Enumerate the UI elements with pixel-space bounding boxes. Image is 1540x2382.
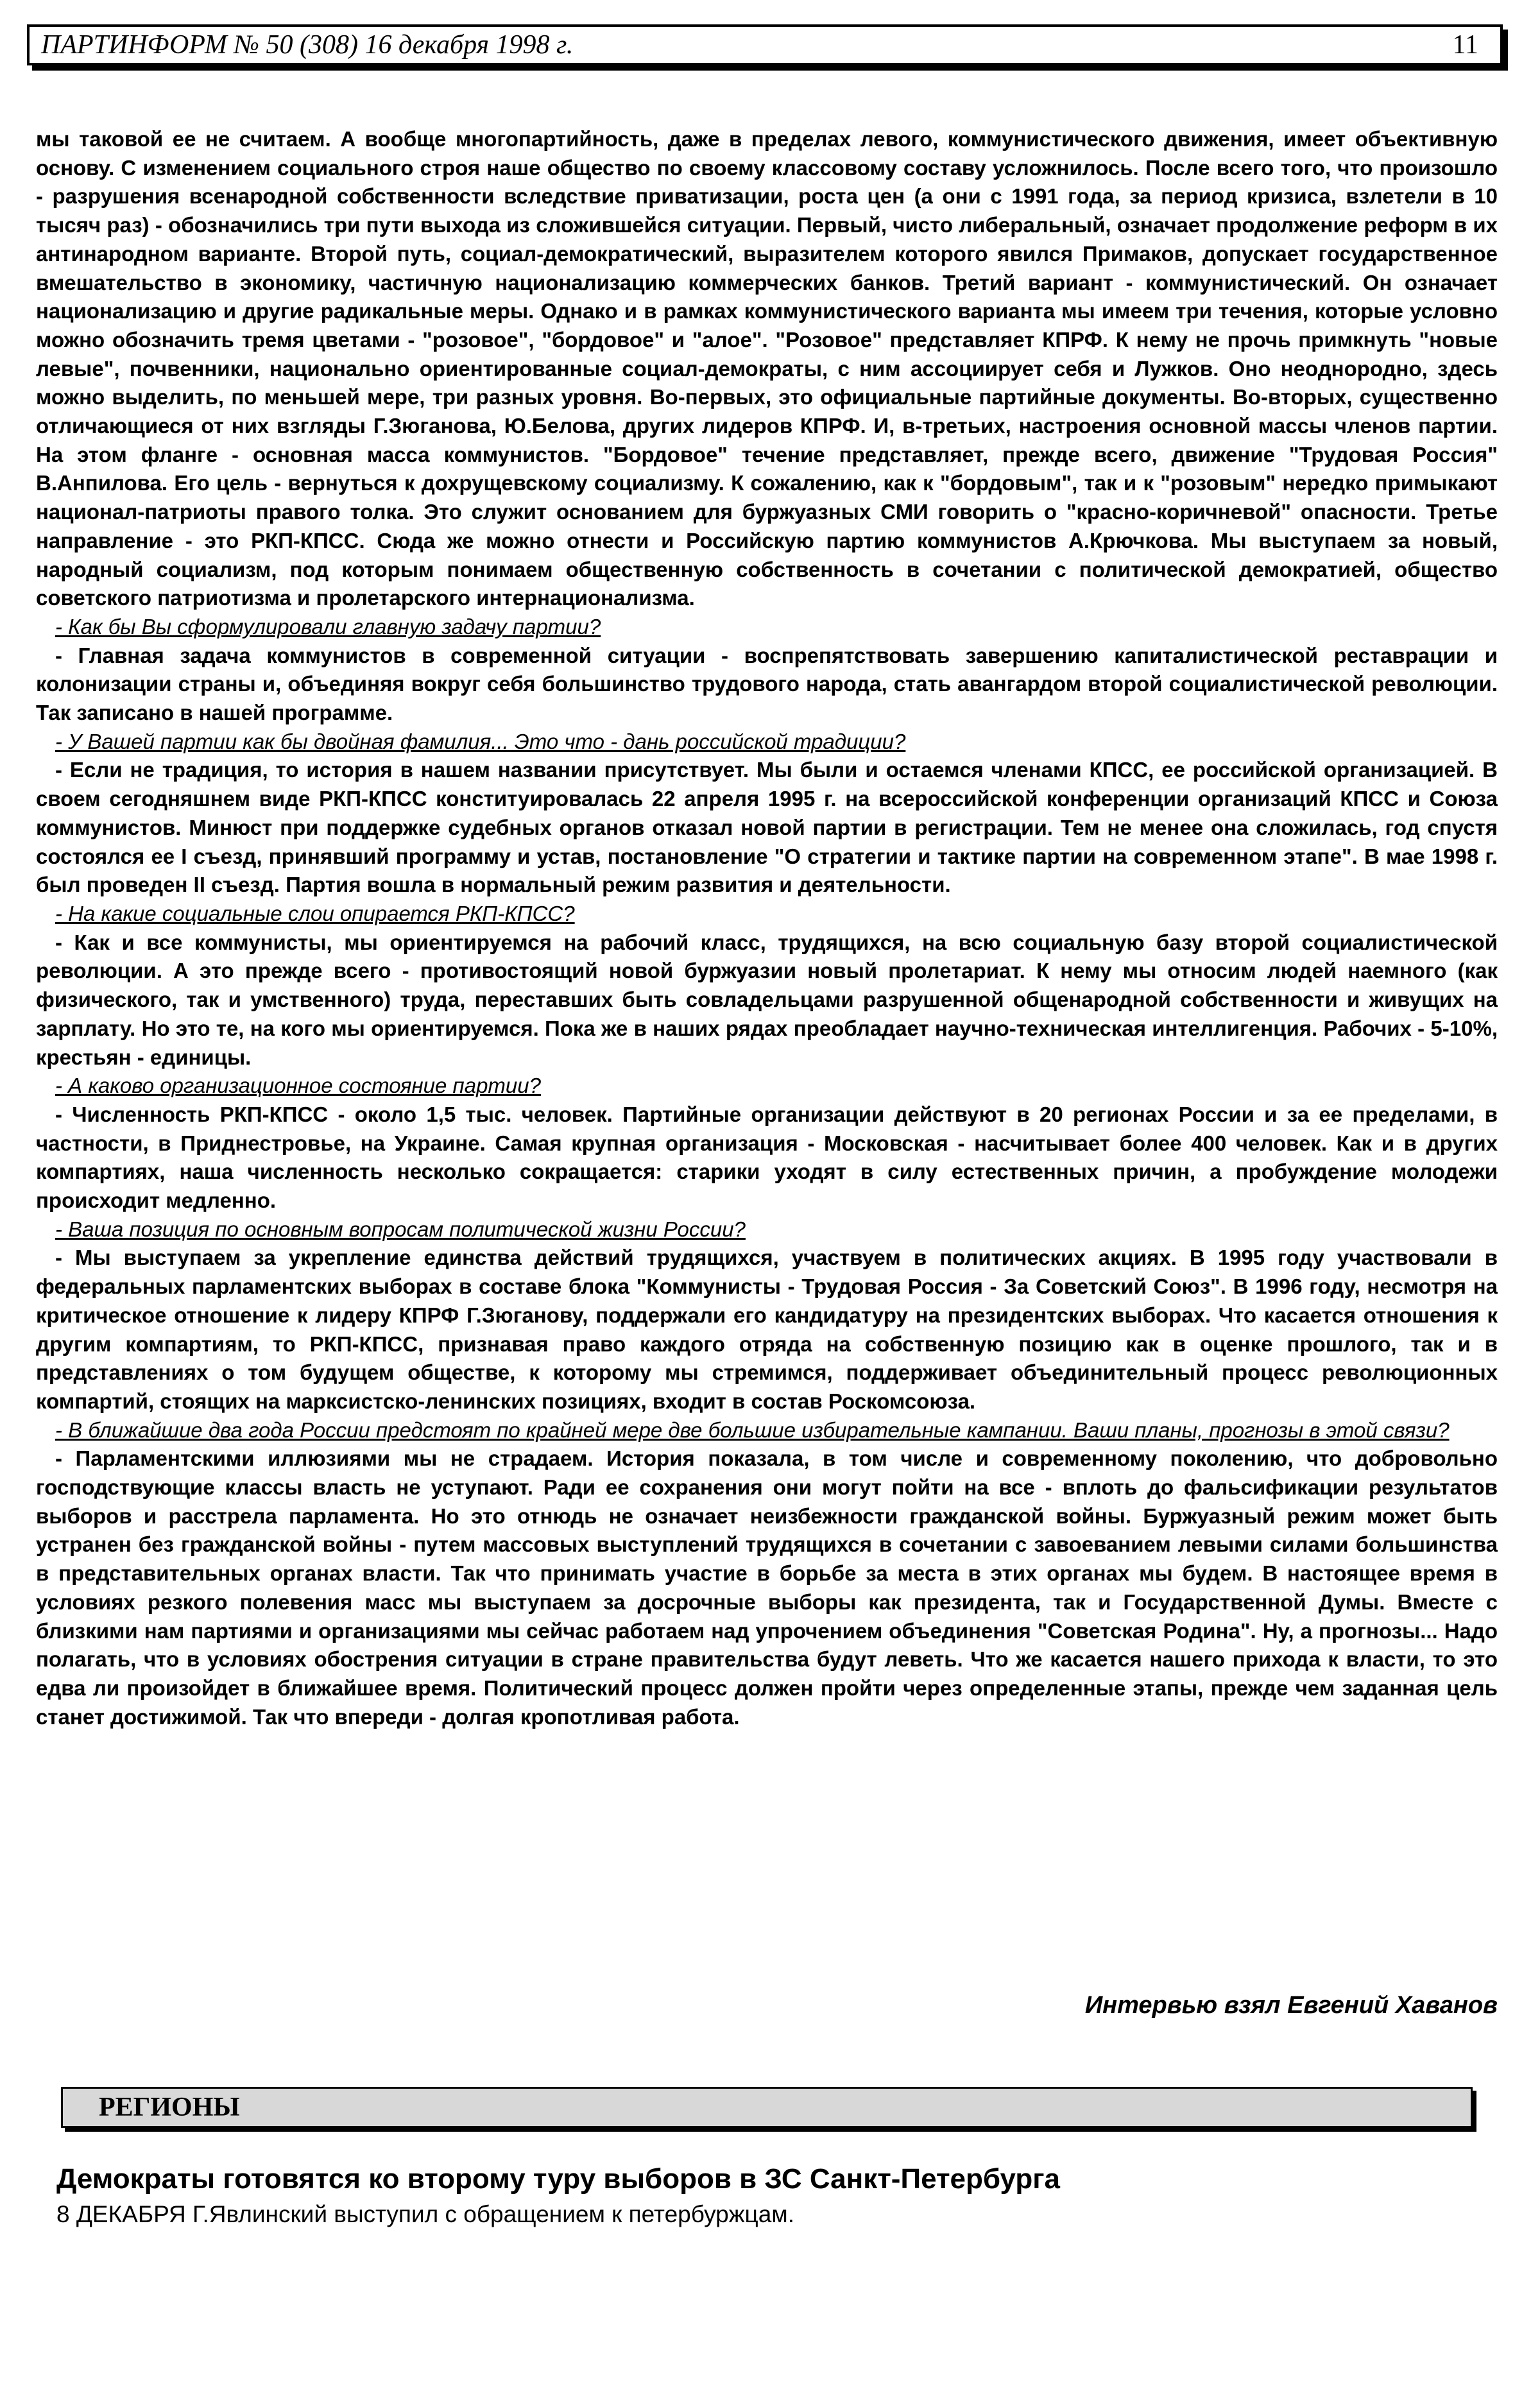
answer-double-name: - Если не традиция, то история в нашем названии присутствует. Мы были и остаемся членами КПСС, ее российской организацией. В своем сегодняшнем виде РКП-КПСС конституировалась 22 апреля 1995 г. на всероссийской конференции организаций КПСС и Союза коммунистов. Минюст при поддержке судебных органов отказал новой партии в регистрации. Тем не менее она сложилась, год спустя состоялся ее I съезд, принявший программу и устав, постановление "О стратегии и тактике партии на современном этапе". В мае 1998 г. был проведен II съезд. Партия вошла в нормальный режим развития и деятельности. <box>36 758 1498 897</box>
question-double-name: - У Вашей партии как бы двойная фамилия... Это что - дань российской традиции? <box>55 729 906 753</box>
page-number: 11 <box>1452 30 1478 60</box>
issue-title: ПАРТИНФОРМ № 50 (308) 16 декабря 1998 г. <box>41 30 574 60</box>
question-main-task: - Как бы Вы сформулировали главную задачу партии? <box>55 614 601 638</box>
paragraph-answer-intro: мы таковой ее не считаем. А вообще многопартийность, даже в пределах левого, коммунистического движения, имеет объективную основу. С изменением социального строя наше общество по своему классовому составу усложнилось. После всего того, что произошло - разрушения всенародной собственности вследствие приватизации, роста цен (а они с 1991 года, за период кризиса, взлетели в 10 тысяч раз) - обозначились три пути выхода из сложившейся ситуации. Первый, чисто либеральный, означает продолжение реформ в их антинародном варианте. Второй путь, социал-демократический, выразителем которого явился Примаков, допускает государственное вмешательство в экономику, частичную национализацию коммерческих банков. Третий вариант - коммунистический. Он означает национализацию и другие радикальные меры. Однако и в рамках коммунистического варианта мы имеем три течения, которые условно можно обозначить тремя цветами - "розовое", "бордовое" и "алое". "Розовое" представляет КПРФ. К нему не прочь примкнуть "новые левые", почвенники, национально ориентированные социал-демократы, с ним ассоциирует себя и Лужков. Оно неоднородно, здесь можно выделить, по меньшей мере, три разных уровня. Во-первых, это официальные партийные документы. Во-вторых, существенно отличающиеся от них взгляды Г.Зюганова, Ю.Белова, других лидеров КПРФ. И, в-третьих, настроения основной массы членов партии. На этом фланге - основная масса коммунистов. "Бордовое" течение представляет, прежде всего, движение "Трудовая Россия" В.Анпилова. Его цель - вернуться к дохрущевскому социализму. К сожалению, как к "бордовым", так и к "розовым" нередко примыкают национал-патриоты правого толка. Это служит основанием для буржуазных СМИ говорить о "красно-коричневой" опасности. Третье направление - это РКП-КПСС. Сюда же можно отнести и Российскую партию коммунистов А.Крючкова. Мы выступаем за новый, народный социализм, под которым понимаем общественную собственность в сочетании с политической демократией, общество советского патриотизма и пролетарского интернационализма. <box>36 127 1498 610</box>
next-article-lead: 8 ДЕКАБРЯ Г.Явлинский выступил с обращением к петербуржцам. <box>56 2201 794 2227</box>
answer-organization: - Численность РКП-КПСС - около 1,5 тыс. человек. Партийные организации действуют в 20 регионах России и за ее пределами, в частности, в Приднестровье, на Украине. Самая крупная организация - Московская - насчитывает более 400 человек. Как и в других компартиях, наша численность несколько сокращается: старики уходят в силу естественных причин, а пробуждение молодежи происходит медленно. <box>36 1102 1498 1213</box>
answer-elections: - Парламентскими иллюзиями мы не страдаем. История показала, в том числе и современному поколению, что добровольно господствующие классы власть не уступают. Ради ее сохранения они могут пойти на все - вплоть до фальсификации результатов выборов и расстрела парламента. Но это отнюдь не означает неизбежности гражданской войны. Буржуазный режим может быть устранен без гражданской войны - путем массовых выступлений трудящихся в сочетании с завоеванием левыми силами большинства в представительных органах власти. Так что принимать участие в борьбе за места в этих органах мы будем. В настоящее время в условиях резкого полевения масс мы выступаем за досрочные выборы как президента, так и Государственной Думы. Вместе с близкими нам партиями и организациями мы сейчас работаем над упрочением объединения "Советская Родина". Ну, а прогнозы... Надо полагать, что в условиях обострения ситуации в стране правительства будут леветь. Что же касается нашего прихода к власти, то это едва ли произойдет в ближайшее время. Политический процесс должен пройти через определенные этапы, прежде чем заданная цель станет достижимой. Так что впереди - долгая кропотливая работа. <box>36 1446 1498 1729</box>
interview-article <box>36 125 1498 1731</box>
interviewer-signature: Интервью взял Евгений Хаванов <box>1084 1992 1498 2019</box>
question-elections: - В ближайшие два года России предстоят по крайней мере две большие избирательные кампании. Ваши планы, прогнозы в этой связи? <box>55 1418 1450 1442</box>
question-organization: - А каково организационное состояние партии? <box>55 1074 541 1098</box>
next-article-headline: Демократы готовятся ко второму туру выборов в ЗС Санкт-Петербурга <box>56 2163 1061 2195</box>
section-title: РЕГИОНЫ <box>99 2093 240 2122</box>
question-social-base: - На какие социальные слои опирается РКП-КПСС? <box>55 901 575 925</box>
question-position: - Ваша позиция по основным вопросам политической жизни России? <box>55 1217 746 1241</box>
section-header-regions <box>61 2087 1473 2128</box>
page-header <box>27 24 1503 65</box>
answer-main-task: - Главная задача коммунистов в современной ситуации - воспрепятствовать завершению капиталистической реставрации и колонизации страны и, объединяя вокруг себя большинство трудового народа, стать авангардом второй социалистической революции. Так записано в нашей программе. <box>36 643 1498 725</box>
answer-position: - Мы выступаем за укрепление единства действий трудящихся, участвуем в политических акциях. В 1995 году участвовали в федеральных парламентских выборах в составе блока "Коммунисты - Трудовая Россия - За Советский Союз". В 1996 году, несмотря на критическое отношение к лидеру КПРФ Г.Зюганову, поддержали его кандидатуру на президентских выборах. Что касается отношения к другим компартиям, то РКП-КПСС, признавая право каждого отряда на собственную позицию как в оценке прошлого, так и в представлениях о том будущем обществе, к которому мы стремимся, поддерживает объединительный процесс революционных компартий, стоящих на марксистско-ленинских позициях, входит в состав Роскомсоюза. <box>36 1246 1498 1413</box>
answer-social-base: - Как и все коммунисты, мы ориентируемся на рабочий класс, трудящихся, на всю социальную базу второй социалистической революции. А это прежде всего - противостоящий новой буржуазии новый пролетариат. К нему мы относим людей наемного (как физического, так и умственного) труда, переставших быть совладельцами разрушенной общенародной собственности и живущих на зарплату. Но это те, на кого мы ориентируемся. Пока же в наших рядах преобладает научно-техническая интеллигенция. Рабочих - 5-10%, крестьян - единицы. <box>36 930 1498 1069</box>
